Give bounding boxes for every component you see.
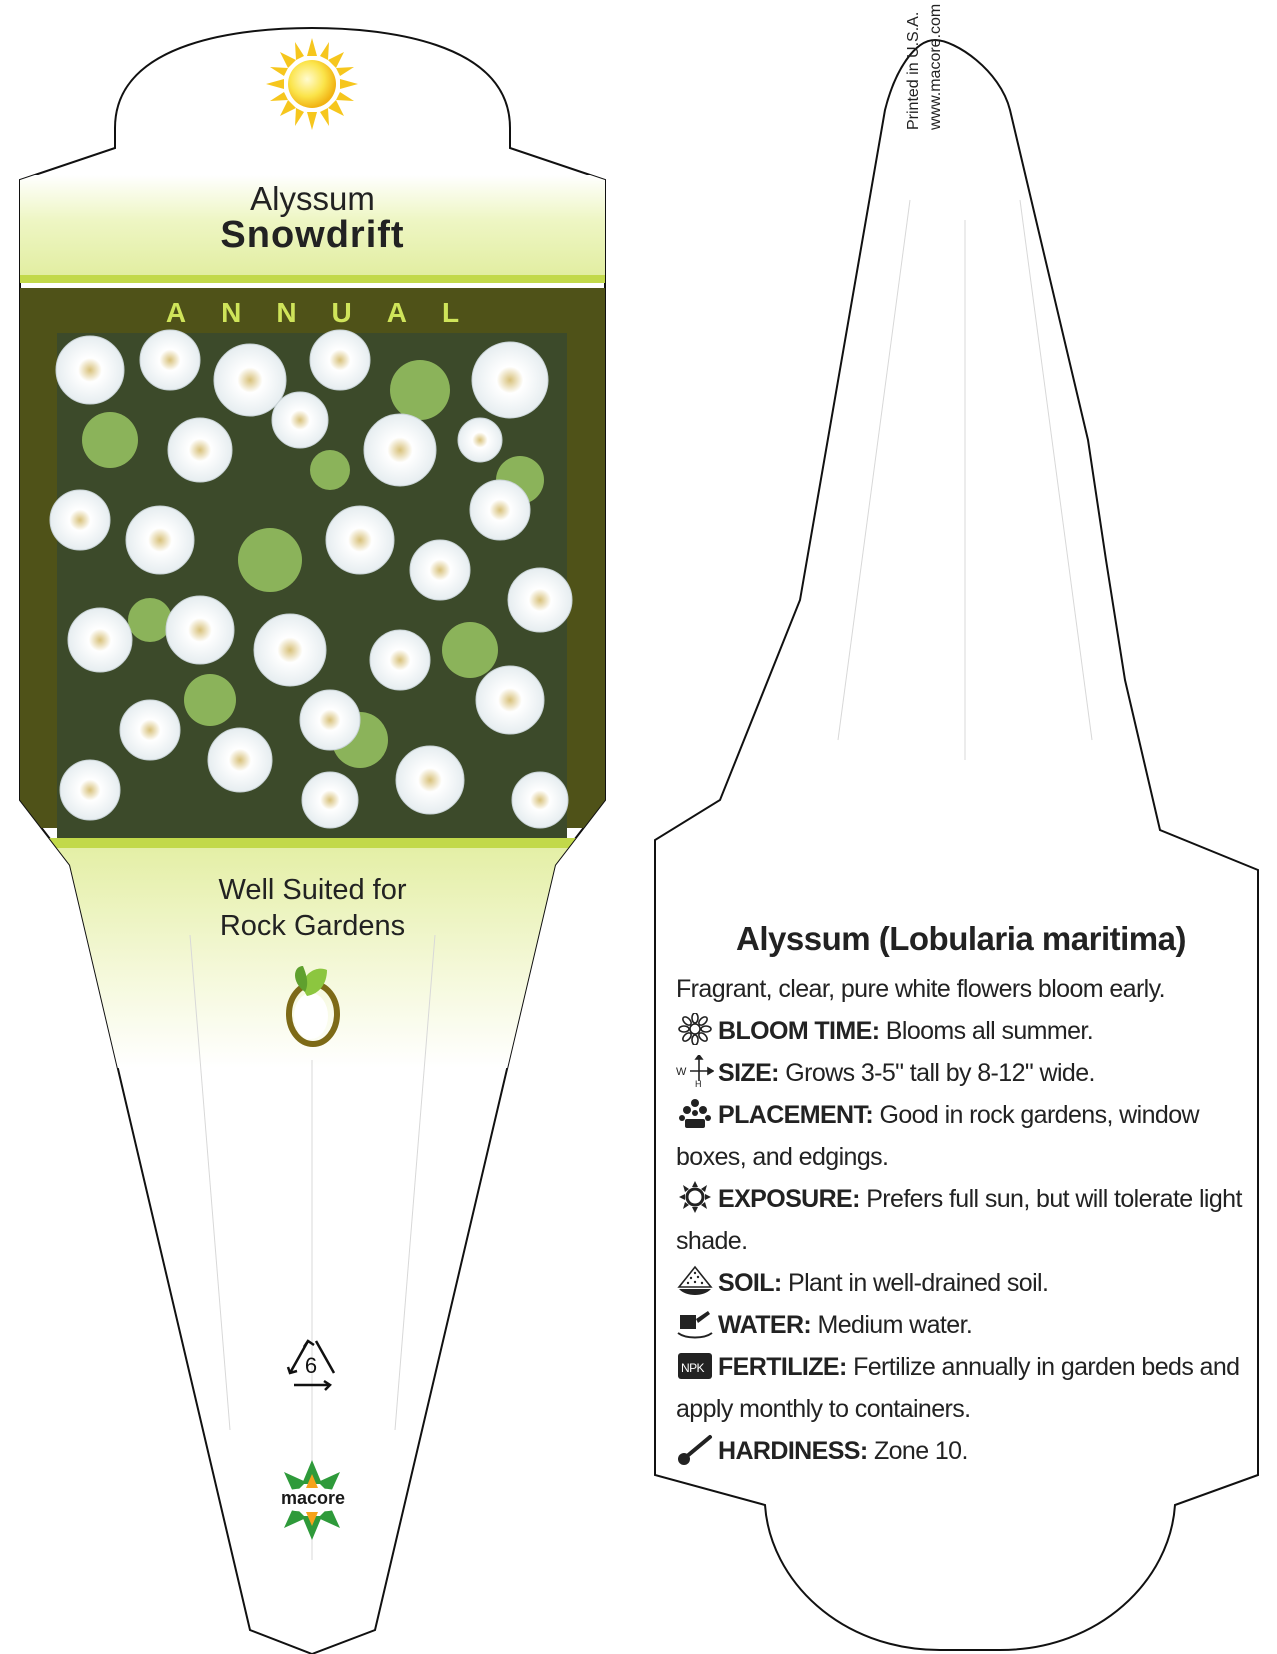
size-icon-h: H (695, 1079, 701, 1087)
npk-icon (676, 1349, 714, 1381)
care-info (676, 920, 1246, 1472)
intro-text: Fragrant, clear, pure white flowers bloom early. (676, 975, 1166, 1003)
attribute-label: BLOOM TIME: (718, 1017, 880, 1045)
attribute-text: Prefers full sun, but will tolerate light shade. (676, 1185, 1242, 1255)
genus-name: Alyssum (250, 180, 375, 217)
attribute-size (676, 1052, 1246, 1094)
category-label: ANNUAL (165, 297, 495, 328)
size-icon-w: W (676, 1066, 686, 1078)
printed-in-text: Printed in U.S.A. (905, 11, 922, 130)
attribute-text: Blooms all summer. (885, 1017, 1094, 1045)
flower-icon (676, 1013, 714, 1045)
npk-icon-text: NPK (681, 1361, 704, 1375)
attribute-text: Fertilize annually in garden beds and apply monthly to containers. (676, 1353, 1240, 1423)
tagline-line1: Well Suited for (218, 874, 407, 906)
attribute-exposure (676, 1178, 1246, 1262)
attribute-label: SIZE: (718, 1059, 779, 1087)
attribute-text: Good in rock gardens, window boxes, and edgings. (676, 1101, 1199, 1171)
thermometer-icon (676, 1433, 714, 1465)
attribute-label: PLACEMENT: (718, 1101, 874, 1129)
recycling-code: 6 (304, 1353, 318, 1378)
soil-icon (676, 1265, 714, 1297)
attribute-label: HARDINESS: (718, 1437, 868, 1465)
scientific-title: Alyssum (Lobularia maritima) (736, 920, 1186, 957)
attribute-text: Zone 10. (873, 1437, 968, 1465)
cultivar-name: Snowdrift (220, 214, 405, 256)
attribute-hardiness (676, 1430, 1246, 1472)
attribute-label: WATER: (718, 1311, 812, 1339)
attribute-fertilize (676, 1346, 1246, 1430)
attribute-water (676, 1304, 1246, 1346)
brand-name: macore (280, 1488, 346, 1508)
attribute-label: SOIL: (718, 1269, 782, 1297)
attribute-label: EXPOSURE: (718, 1185, 860, 1213)
attribute-bloom-time (676, 1010, 1246, 1052)
attribute-soil (676, 1262, 1246, 1304)
tagline-line2: Rock Gardens (219, 910, 406, 942)
attribute-label: FERTILIZE: (718, 1353, 847, 1381)
attribute-text: Grows 3-5" tall by 8-12" wide. (785, 1059, 1095, 1087)
attribute-placement (676, 1094, 1246, 1178)
flower-photo (50, 330, 572, 838)
website-text: www.macore.com (927, 3, 944, 130)
watering-can-icon (676, 1307, 714, 1339)
attribute-text: Medium water. (817, 1311, 973, 1339)
size-icon (676, 1055, 714, 1087)
placement-icon (676, 1097, 714, 1129)
attribute-text: Plant in well-drained soil. (788, 1269, 1049, 1297)
sun-outline-icon (676, 1181, 714, 1213)
